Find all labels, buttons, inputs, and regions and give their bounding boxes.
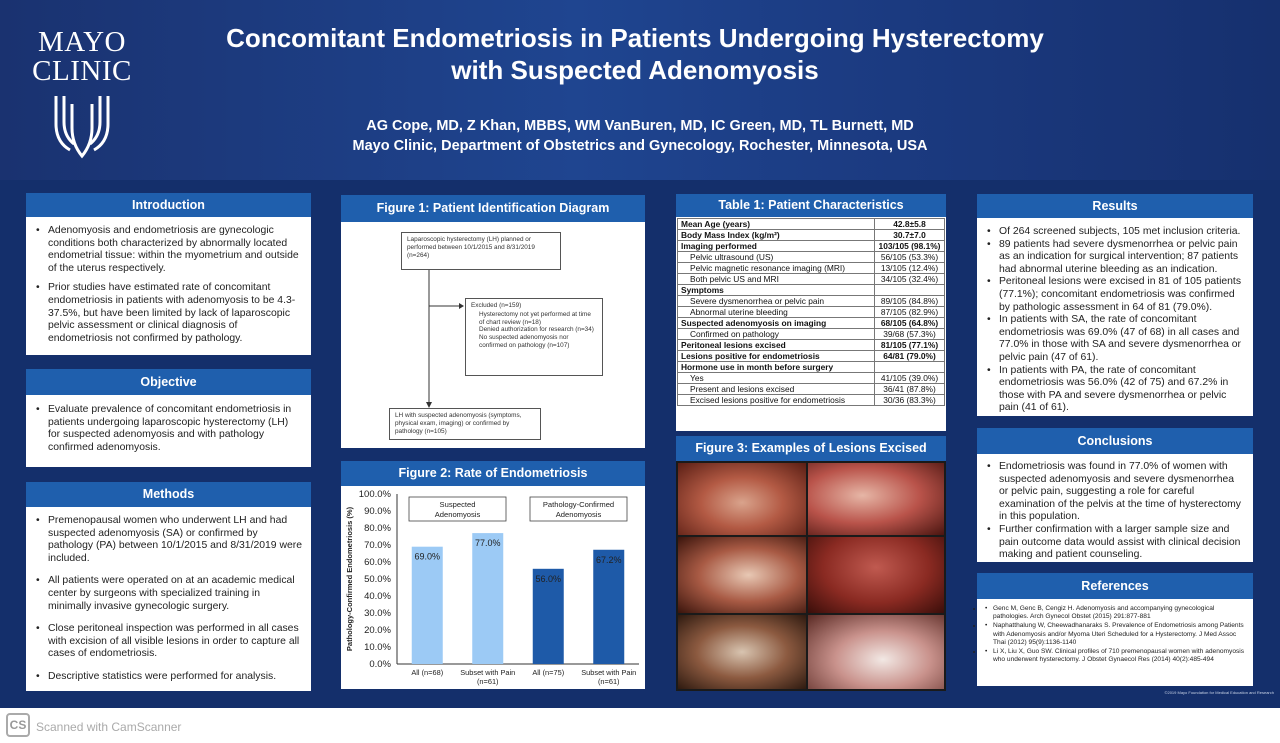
x-tick-label: All (n=75) <box>532 668 565 677</box>
table-cell-value: 64/81 (79.0%) <box>875 351 945 362</box>
lesion-photo <box>808 537 944 613</box>
y-axis-title: Pathology-Confirmed Endometriosis (%) <box>345 506 354 652</box>
excluded-title: Excluded (n=159) <box>471 302 522 309</box>
data-label: 56.0% <box>535 573 562 584</box>
lesion-photo <box>678 537 806 613</box>
scanner-footer <box>0 708 1280 743</box>
flow-box-excluded <box>465 298 603 376</box>
table-row <box>678 219 945 230</box>
reference-item: • • Naphatthalung W, Cheewadhanaraks S. Prevalence of Endometriosis among Patients with Adenomyosis and/or Myoma Uteri Scheduled for a Hysterectomy. J Med Assoc Thai (2012) 95(9):1136-1140 <box>983 622 1245 647</box>
table-cell-value: 39/68 (57.3%) <box>875 329 945 340</box>
flow-box-screened: Laparoscopic hysterectomy (LH) planned or performed between 10/1/2015 and 8/31/2019 (n=264) <box>401 232 561 270</box>
methods-bullet: • Descriptive statistics were performed for analysis. <box>34 671 303 684</box>
table-cell-value: 36/41 (87.8%) <box>875 384 945 395</box>
table-cell-value: 68/105 (64.8%) <box>875 318 945 329</box>
y-tick-label: 50.0% <box>364 574 391 585</box>
patient-characteristics-table <box>677 218 945 406</box>
y-tick-label: 10.0% <box>364 642 391 653</box>
table-row <box>678 329 945 340</box>
table-cell-label: Mean Age (years) <box>678 219 875 230</box>
x-tick-label: (n=61) <box>476 677 499 686</box>
table-cell-label: Symptoms <box>678 285 875 296</box>
lesion-photo <box>678 615 806 689</box>
table1-panel <box>676 217 946 431</box>
table-row <box>678 340 945 351</box>
lesion-photo <box>678 463 806 535</box>
y-tick-label: 100.0% <box>358 489 391 500</box>
bar <box>472 533 503 664</box>
table-cell-label: Pelvic ultrasound (US) <box>678 252 875 263</box>
reference-item: • • Genc M, Genc B, Cengiz H. Adenomyosis and accompanying gynecological pathologies. Arch Gynecol Obstet (2015) 291:877-881 <box>983 605 1245 621</box>
table-cell-label: Present and lesions excised <box>678 384 875 395</box>
bar <box>593 550 624 664</box>
table-cell-label: Severe dysmenorrhea or pelvic pain <box>678 296 875 307</box>
reference-item: • • Li X, Liu X, Guo SW. Clinical profiles of 710 premenopausal women with adenomyosis who underwent hysterectomy. J Obstet Gynaecol Res (2014) 40(2):485-494 <box>983 648 1245 664</box>
methods-bullet: • Premenopausal women who underwent LH and had suspected adenomyosis (SA) or confirmed by pathology (PA) between 10/1/2015 and 8/31/2019 were included. <box>34 515 303 565</box>
table-cell-label: Abnormal uterine bleeding <box>678 307 875 318</box>
table1-heading: Table 1: Patient Characteristics <box>676 194 946 217</box>
logo-wordmark-line1: MAYO <box>38 26 126 58</box>
flow-box-included: LH with suspected adenomyosis (symptoms, physical exam, imaging) or confirmed by pathology (n=105) <box>389 408 541 440</box>
flow-arrow-right <box>459 303 464 309</box>
x-tick-label: Subset with Pain <box>460 668 516 677</box>
references-heading: References <box>977 573 1253 599</box>
table-row <box>678 230 945 241</box>
methods-heading: Methods <box>26 482 311 507</box>
x-tick-label: Subset with Pain <box>581 668 637 677</box>
table-row <box>678 318 945 329</box>
group-label: Suspected <box>439 500 476 509</box>
table-cell-value: 13/105 (12.4%) <box>875 263 945 274</box>
conclusions-panel <box>977 454 1253 562</box>
table-cell-label: Body Mass Index (kg/m²) <box>678 230 875 241</box>
excluded-item: Hysterectomy not yet performed at time of chart review (n=18) <box>479 310 591 326</box>
table-row <box>678 384 945 395</box>
group-label: Pathology-Confirmed <box>542 500 615 509</box>
table-cell-value: 41/105 (39.0%) <box>875 373 945 384</box>
conclusions-heading: Conclusions <box>977 428 1253 454</box>
table-cell-label: Pelvic magnetic resonance imaging (MRI) <box>678 263 875 274</box>
table-cell-value: 42.8±5.8 <box>875 219 945 230</box>
objective-bullet: • Evaluate prevalence of concomitant endometriosis in patients undergoing laparoscopic hysterectomy (LH) for suspected adenomyosis and with pathology confirmed adenomyosis. <box>34 404 303 454</box>
table-cell-label: Lesions positive for endometriosis <box>678 351 875 362</box>
table-cell-value: 89/105 (84.8%) <box>875 296 945 307</box>
camscanner-icon: CS <box>6 713 30 737</box>
author-list: AG Cope, MD, Z Khan, MBBS, WM VanBuren, MD, IC Green, MD, TL Burnett, MD <box>366 118 914 134</box>
excluded-item: Denied authorization for research (n=34) <box>479 326 594 334</box>
title-line-2: with Suspected Adenomyosis <box>451 55 819 85</box>
objective-panel <box>26 395 311 467</box>
x-tick-label: All (n=68) <box>411 668 444 677</box>
figure1-panel <box>341 222 645 448</box>
lesion-photo <box>808 463 944 535</box>
y-tick-label: 30.0% <box>364 608 391 619</box>
poster-title <box>200 22 1070 86</box>
table-cell-value: 30/36 (83.3%) <box>875 395 945 406</box>
introduction-heading: Introduction <box>26 193 311 217</box>
three-shields-icon <box>36 90 128 162</box>
y-tick-label: 70.0% <box>364 540 391 551</box>
table-row <box>678 241 945 252</box>
table-row <box>678 373 945 384</box>
y-tick-label: 80.0% <box>364 523 391 534</box>
results-bullet: • 89 patients had severe dysmenorrhea or pelvic pain as an indication for surgical intervention; 87 patients had abnormal uterine bleeding as an indication. <box>985 239 1245 277</box>
results-bullet: • Of 264 screened subjects, 105 met inclusion criteria. <box>985 226 1245 239</box>
data-label: 67.2% <box>595 554 622 565</box>
logo-wordmark-line2: CLINIC <box>32 55 132 87</box>
references-panel <box>977 599 1253 686</box>
authors-block <box>240 116 1040 156</box>
y-tick-label: 60.0% <box>364 557 391 568</box>
copyright-note: ©2019 Mayo Foundation for Medical Education and Research <box>1164 690 1274 695</box>
conclusions-bullet: • Further confirmation with a larger sample size and pain outcome data would assist with clinical decision making and patient counseling. <box>985 524 1245 562</box>
table-row <box>678 395 945 406</box>
results-bullet: • In patients with SA, the rate of concomitant endometriosis was 69.0% (47 of 68) in all cases and 77.0% in those with SA and severe dysmenorrhea or pelvic pain (47 of 61). <box>985 314 1245 364</box>
data-label: 77.0% <box>474 538 501 549</box>
title-line-1: Concomitant Endometriosis in Patients Undergoing Hysterectomy <box>226 23 1044 53</box>
methods-panel <box>26 507 311 691</box>
y-tick-label: 40.0% <box>364 591 391 602</box>
table-cell-value: 103/105 (98.1%) <box>875 241 945 252</box>
table-cell-value: 34/105 (32.4%) <box>875 274 945 285</box>
table-cell-label: Hormone use in month before surgery <box>678 362 875 373</box>
y-tick-label: 20.0% <box>364 625 391 636</box>
table-row <box>678 263 945 274</box>
table-row <box>678 274 945 285</box>
data-label: 69.0% <box>414 551 441 562</box>
table-cell-label: Imaging performed <box>678 241 875 252</box>
group-label: Adenomyosis <box>555 510 602 519</box>
affiliation: Mayo Clinic, Department of Obstetrics and Gynecology, Rochester, Minnesota, USA <box>352 138 928 154</box>
table-row <box>678 252 945 263</box>
table-row <box>678 296 945 307</box>
bar <box>412 547 443 664</box>
results-heading: Results <box>977 194 1253 218</box>
table-cell-label: Yes <box>678 373 875 384</box>
table-cell-value: 56/105 (53.3%) <box>875 252 945 263</box>
table-cell-value <box>875 362 945 373</box>
figure2-panel <box>341 486 645 689</box>
table-row <box>678 285 945 296</box>
table-cell-label: Both pelvic US and MRI <box>678 274 875 285</box>
table-row <box>678 307 945 318</box>
intro-bullet: • Adenomyosis and endometriosis are gynecologic conditions both characterized by abnormally located endometrial tissue: within the myometrium and outside of the uterus respectively. <box>34 225 303 275</box>
endometriosis-bar-chart <box>341 486 645 689</box>
table-cell-label: Peritoneal lesions excised <box>678 340 875 351</box>
methods-bullet: • All patients were operated on at an academic medical center by surgeons with specialized training in minimally invasive gynecologic surgery. <box>34 575 303 613</box>
table-cell-value: 81/105 (77.1%) <box>875 340 945 351</box>
table-cell-label: Suspected adenomyosis on imaging <box>678 318 875 329</box>
results-bullet: • In patients with PA, the rate of concomitant endometriosis was 56.0% (42 of 75) and 67.2% in those with PA and severe dysmenorrhea or pelvic pain (41 of 61). <box>985 365 1245 415</box>
figure3-panel <box>676 461 946 691</box>
lesion-photo <box>808 615 944 689</box>
x-tick-label: (n=61) <box>597 677 620 686</box>
figure1-heading: Figure 1: Patient Identification Diagram <box>341 195 645 222</box>
results-bullet: • Peritoneal lesions were excised in 81 of 105 patients (77.1%); concomitant endometriosis was confirmed by pathologic assessment in 64 of 81 (79.0%). <box>985 276 1245 314</box>
table-cell-label: Excised lesions positive for endometriosis <box>678 395 875 406</box>
group-label: Adenomyosis <box>434 510 481 519</box>
figure3-heading: Figure 3: Examples of Lesions Excised <box>676 436 946 461</box>
excluded-item: No suspected adenomyosis nor confirmed on pathology (n=107) <box>479 334 570 349</box>
intro-bullet: • Prior studies have estimated rate of concomitant endometriosis in patients with adenomyosis to be 4.3-37.5%, but have been limited by lack of laparoscopic pelvic assessment or clinical diagnosis of endometriosis not confirmed by pathology. <box>34 282 303 345</box>
figure2-heading: Figure 2: Rate of Endometriosis <box>341 461 645 486</box>
methods-bullet: • Close peritoneal inspection was performed in all cases with excision of all visible lesions in order to capture all cases of endometriosis. <box>34 623 303 661</box>
table-row <box>678 351 945 362</box>
table-row <box>678 362 945 373</box>
y-tick-label: 0.0% <box>369 659 391 670</box>
table-cell-value: 87/105 (82.9%) <box>875 307 945 318</box>
conclusions-bullet: • Endometriosis was found in 77.0% of women with suspected adenomyosis and severe dysmenorrhea or pelvic pain, suggesting a role for careful examination of the pelvis at the time of hysterectomy in this population. <box>985 461 1245 524</box>
table-cell-label: Confirmed on pathology <box>678 329 875 340</box>
mayo-clinic-logo <box>22 28 142 162</box>
table-cell-value <box>875 285 945 296</box>
objective-heading: Objective <box>26 369 311 395</box>
table-cell-value: 30.7±7.0 <box>875 230 945 241</box>
results-panel <box>977 218 1253 416</box>
introduction-panel <box>26 217 311 355</box>
y-tick-label: 90.0% <box>364 506 391 517</box>
camscanner-text: Scanned with CamScanner <box>36 720 182 734</box>
